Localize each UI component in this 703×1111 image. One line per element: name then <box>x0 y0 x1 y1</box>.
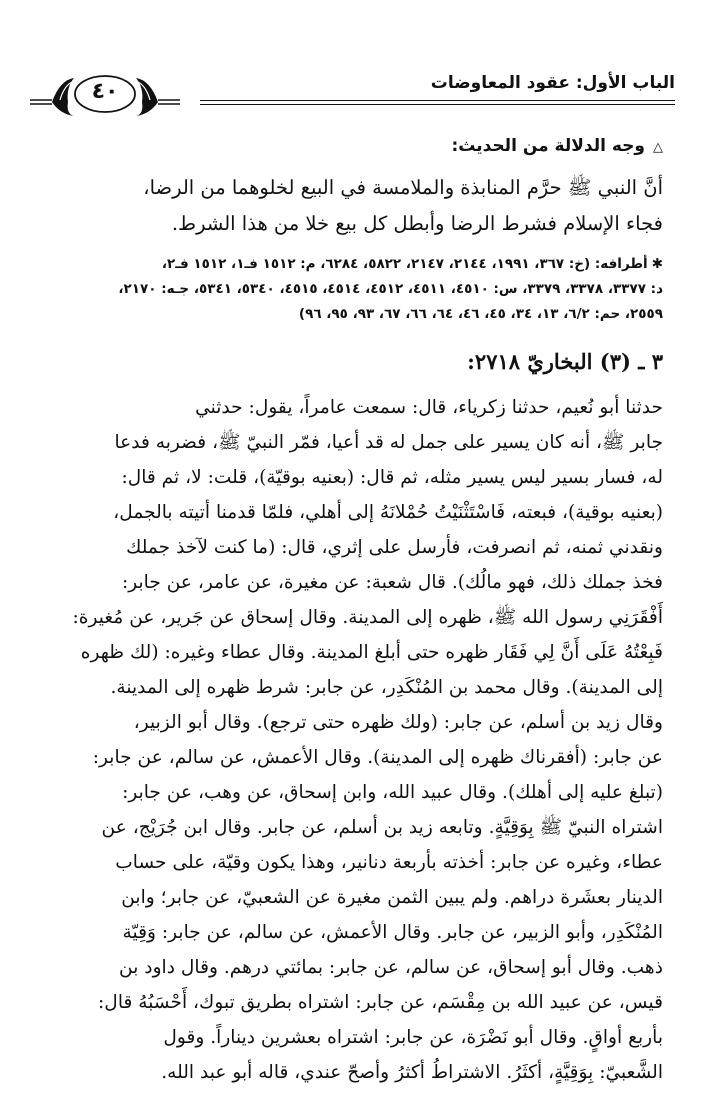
text-line: ذهب. وقال أبو إسحاق، عن سالم، عن جابر: بمائتي درهم. وقال داود بن <box>119 957 663 978</box>
hadith-heading: ٣ ـ (٣) البخاريّ ٢٧١٨: <box>467 349 663 374</box>
star-marker-icon: ✱ <box>651 256 663 272</box>
text-line: فخذ جملك ذلك، فهو مالُك). قال شعبة: عن مغيرة، عن عامر، عن جابر: <box>121 572 663 593</box>
text-line: فجاء الإسلام فشرط الرضا وأبطل كل بيع خلا من هذا الشرط. <box>171 212 663 235</box>
text-line: جابر ﷺ، أنه كان يسير على جمل له قد أعيا، فمّر النبيّ ﷺ، فضربه فدعا <box>114 432 663 453</box>
header-rule <box>200 100 675 101</box>
text-line: عن جابر: (أفقرناك ظهره إلى المدينة). وقال الأعمش، عن سالم، عن جابر: <box>92 747 663 768</box>
text-line: أَفْقَرَنِي رسول الله ﷺ، ظهره إلى المدينة. وقال إسحاق عن جَرير، عن مُغيرة: <box>72 607 663 628</box>
text-line: قيس، عن عبيد الله بن مِقْسَم، عن جابر: اشتراه بطريق تبوك، أَحْسَبُهُ قال: <box>98 992 663 1013</box>
text-line: عطاء، وغيره عن جابر: أخذته بأربعة دنانير، وهذا يكون وقيّة، على حساب <box>115 852 663 873</box>
subheading-text: وجه الدلالة من الحديث: <box>451 136 645 156</box>
header-rule <box>200 104 675 105</box>
text-line: له، فسار بسير ليس يسير مثله، ثم قال: (بعنيه بوقيّة)، قلت: لا، ثم قال: <box>121 467 663 488</box>
text-line: وقال زيد بن أسلم، عن جابر: (ولك ظهره حتى ترجع). وقال أبو الزبير، <box>133 712 663 733</box>
atraf-references <box>41 252 663 327</box>
body-paragraph <box>41 170 663 242</box>
text-line: الدينار بعشَرة دراهم. ولم يبين الثمن مغيرة عن الشعبيّ، عن جابر؛ وابن <box>121 887 663 908</box>
section-subheading <box>41 133 663 161</box>
hadith-text <box>41 390 663 1090</box>
text-line: ✱أطرافه: (خ: ٣٦٧، ١٩٩١، ٢١٤٤، ٢١٤٧، ٥٨٢٢، ٦٢٨٤، م: ١٥١٢ فـ١، ١٥١٢ فـ٢، <box>41 252 663 277</box>
running-header <box>30 70 675 120</box>
triangle-marker-icon: △ <box>653 140 663 155</box>
text-line: (تبلغ عليه إلى أهلك). وقال عبيد الله، وابن إسحاق، عن وهب، عن جابر: <box>122 782 663 803</box>
chapter-title: الباب الأول: عقود المعاوضات <box>430 73 675 93</box>
text-line: ونقدني ثمنه، ثم انصرفت، فأرسل على إثري، قال: (ما كنت لآخذ جملك <box>126 537 663 558</box>
text-line: أنَّ النبي ﷺ حرَّم المنابذة والملامسة في البيع لخلوهما من الرضا، <box>143 176 663 199</box>
text-line: (بعنيه بوقية)، فبعته، فَاسْتَثْنَيْتُ حُمْلانَهُ إلى أهلي، فلمّا قدمنا أتيته بالجمل، <box>113 502 663 523</box>
text-line: فَبِعْتُهُ عَلَى أَنَّ لِي فَقَار ظهره حتى أبلغ المدينة. وقال عطاء وغيره: (لك ظهره <box>80 642 663 663</box>
text-line: د: ٣٣٧٧، ٣٣٧٨، ٣٣٧٩، س: ٤٥١٠، ٤٥١١، ٤٥١٢، ٤٥١٤، ٤٥١٥، ٥٣٤٠، ٥٣٤١، جـه: ٢١٧٠، <box>118 281 663 297</box>
text-line: الشَّعبيّ: بِوَقِيَّةٍ، أكثَرُ. الاشتراطُ أكثرُ وأصحّ عندي، قاله أبو عبد الله. <box>161 1062 663 1083</box>
text-line: بأربع أواقٍ. وقال أبو نَضْرَة، عن جابر: اشتراه بعشرين ديناراً. وقول <box>163 1027 663 1048</box>
text-line: إلى المدينة). وقال محمد بن المُنْكَدِر، عن جابر: شرط ظهره إلى المدينة. <box>110 677 663 698</box>
text-line: حدثنا أبو نُعيم، حدثنا زكرياء، قال: سمعت عامراً، يقول: حدثني <box>195 397 663 418</box>
page-number: ٤٠ <box>91 79 119 104</box>
text-line: المُنْكَدِر، وأبو الزبير، عن جابر. وقال الأعمش، عن سالم، عن جابر: وَقِيّة <box>122 922 663 943</box>
text-line: اشتراه النبيّ ﷺ بِوَقِيَّةٍ. وتابعه زيد بن أسلم، عن جابر. وقال ابن جُرَيْج، عن <box>101 817 663 838</box>
text-line: ٢٥٥٩، حم: ٦/٢، ١٣، ٣٤، ٤٥، ٤٦، ٦٤، ٦٦، ٦٧، ٩٣، ٩٥، ٩٦) <box>298 306 663 322</box>
